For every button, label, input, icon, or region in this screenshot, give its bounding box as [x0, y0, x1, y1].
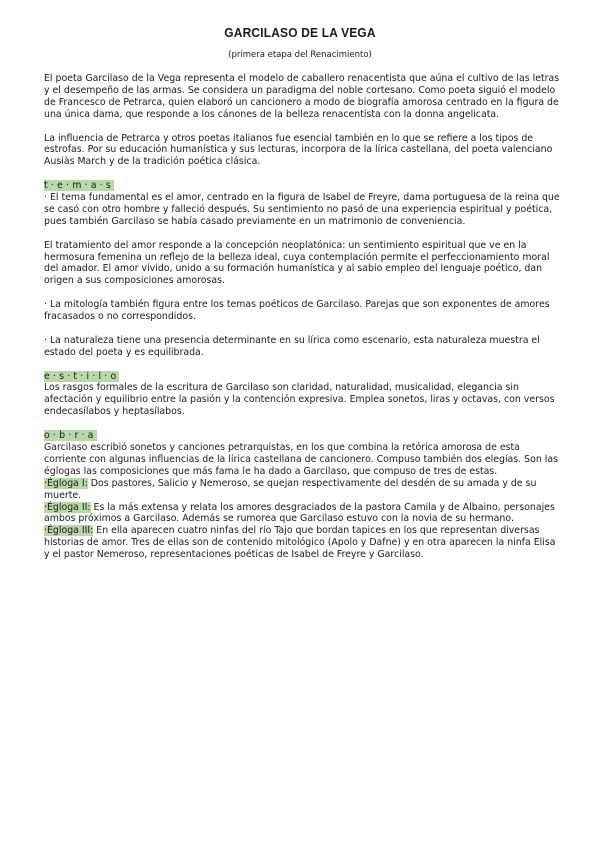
egloga-item: [44, 478, 562, 502]
egloga-label: ·Égloga III:: [44, 525, 94, 537]
egloga-text: Dos pastores, Salicio y Nemeroso, se quejan respectivamente del desdén de su amada y de su muerte.: [44, 477, 537, 501]
egloga-item: [44, 525, 562, 561]
temas-item: El tratamiento del amor responde a la concepción neoplatónica: un sentimiento espiritual que ve en la hermosura femenina un reflejo de la belleza ideal, cuya contemplación permite el perfeccionamiento moral del amador. El amor vivido, unido a su formación humanística y al sabio empleo del lenguaje poético, dan origen a sus composiciones amorosas.: [44, 239, 550, 287]
estilo-paragraph: Los rasgos formales de la escritura de Garcilaso son claridad, naturalidad, musicalidad, elegancia sin afectación y equilibrio entre la pasión y la contención expresiva. Emplea sonetos, liras y octavas, con versos endecasílabos y heptasílabos.: [44, 382, 555, 418]
egloga-label: ·Égloga II:: [44, 501, 91, 513]
temas-item: · La mitología también figura entre los temas poéticos de Garcilaso. Parejas que son exponentes de amores fracasados o no correspondidos.: [44, 299, 550, 323]
egloga-text: En ella aparecen cuatro ninfas del río Tajo que bordan tapices en los que representan diversas historias de amor. Tres de ellas son de contenido mitológico (Apolo y Dafne) y en otra aparecen la ninfa Elisa y el pastor Nemeroso, representaciones poéticas de Isabel de Freyre y Garcilaso.: [44, 525, 556, 561]
obra-heading: o·b·r·a: [44, 430, 97, 442]
estilo-section: [44, 371, 562, 383]
temas-section: [44, 180, 562, 192]
egloga-label: ·Égloga I:: [44, 477, 88, 489]
temas-item: · El tema fundamental es el amor, centrado en la figura de Isabel de Freyre, dama portuguesa de la reina que se casó con otro hombre y falleció después. Su sentimiento no pasó de una experiencia espiritual y poética, pues también Garcilaso se había casado previamente en un matrimonio de conveniencia.: [44, 192, 560, 227]
egloga-text: Es la más extensa y relata los amores desgraciados de la pastora Camila y de Albaino, personajes ambos próximos a Garcilaso. Además se rumorea que Garcilaso estuvo con la novia de su hermano.: [44, 501, 555, 525]
document-body: [44, 73, 562, 561]
temas-item: · La naturaleza tiene una presencia determinante en su lírica como escenario, esta naturaleza muestra el estado del poeta y es equilibrada.: [44, 334, 540, 358]
obra-section: [44, 430, 562, 442]
page-subtitle: (primera etapa del Renacimiento): [228, 50, 372, 60]
intro-paragraph: La influencia de Petrarca y otros poetas italianos fue esencial también en lo que se refiere a los tipos de estrofas. Por su educación humanística y sus lecturas, incorpora de la lírica castellana, del poeta valenciano Ausiàs March y de la tradición poética clásica.: [44, 132, 553, 168]
intro-paragraph: El poeta Garcilaso de la Vega representa el modelo de caballero renacentista que aúna el cultivo de las letras y el desempeño de las armas. Se considera un paradigma del noble cortesano. Como poeta siguió el modelo de Francesco de Petrarca, quien elaboró un cancionero a modo de biografía amorosa centrado en la figura de una única dama, que responde a los cánones de la belleza renacentista con la donna angelicata.: [44, 73, 560, 120]
temas-heading: t·e·m·a·s: [44, 180, 114, 192]
page-title: GARCILASO DE LA VEGA: [224, 25, 376, 40]
egloga-item: [44, 502, 562, 526]
obra-paragraph: Garcilaso escribió sonetos y canciones petrarquistas, en los que combina la retórica amorosa de esta corriente con algunas influencias de la lírica castellana de cancionero. Compuso también dos elegías. Son las églogas las composiciones que más fama le ha dado a Garcilaso, que compuso de tres de estas.: [44, 441, 558, 477]
estilo-heading: e·s·t·i·l·o: [44, 370, 120, 382]
